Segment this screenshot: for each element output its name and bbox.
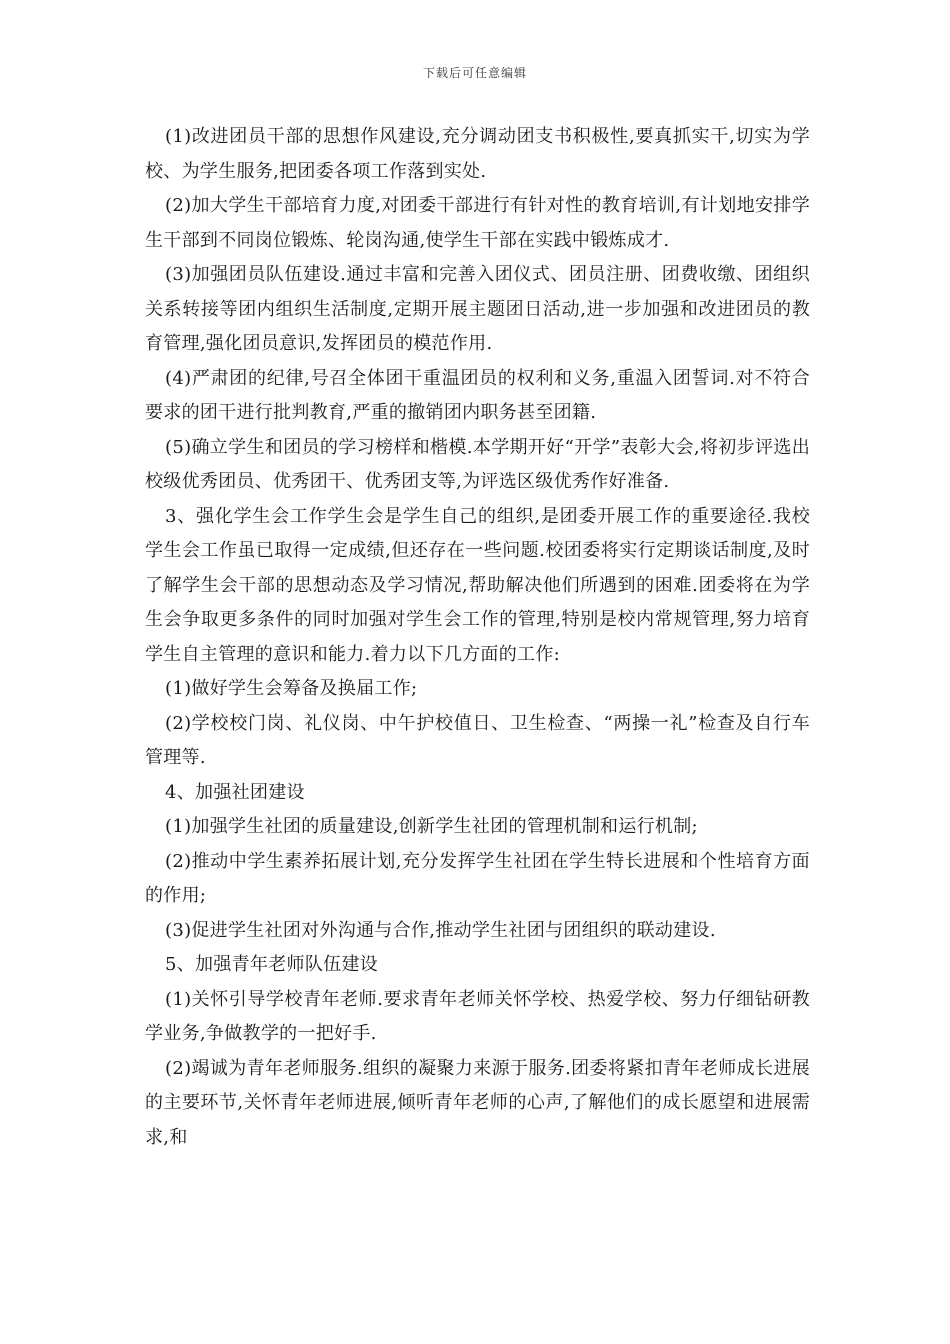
paragraph: (2)学校校门岗、礼仪岗、中午护校值日、卫生检查、“两操一礼”检查及自行车管理等. [145,712,810,768]
paragraph: (2)竭诚为青年老师服务.组织的凝聚力来源于服务.团委将紧扣青年老师成长进展的主要环节,关怀青年老师进展,倾听青年老师的心声,了解他们的成长愿望和进展需求,和 [145,1057,810,1148]
section-heading: 5、加强青年老师队伍建设 [165,954,379,975]
paragraph: (1)加强学生社团的质量建设,创新学生社团的管理机制和运行机制; [165,816,698,837]
paragraph: (5)确立学生和团员的学习榜样和楷模.本学期开好“开学”表彰大会,将初步评选出校级优秀团员、优秀团干、优秀团支等,为评选区级优秀作好准备. [145,436,810,492]
paragraph: (2)加大学生干部培育力度,对团委干部进行有针对性的教育培训,有计划地安排学生干部到不同岗位锻炼、轮岗沟通,使学生干部在实践中锻炼成才. [145,195,810,251]
paragraph: (1)关怀引导学校青年老师.要求青年老师关怀学校、热爱学校、努力仔细钻研教学业务,争做教学的一把好手. [145,988,810,1044]
document-body [145,120,810,1155]
paragraph: (4)严肃团的纪律,号召全体团干重温团员的权利和义务,重温入团誓词.对不符合要求的团干进行批判教育,严重的撤销团内职务甚至团籍. [145,367,810,423]
paragraph: (1)改进团员干部的思想作风建设,充分调动团支书积极性,要真抓实干,切实为学校、为学生服务,把团委各项工作落到实处. [145,126,810,182]
paragraph: (3)加强团员队伍建设.通过丰富和完善入团仪式、团员注册、团费收缴、团组织关系转接等团内组织生活制度,定期开展主题团日活动,进一步加强和改进团员的教育管理,强化团员意识,发挥团员的模范作用. [145,264,810,354]
paragraph: (1)做好学生会筹备及换届工作; [165,678,418,699]
paragraph: (2)推动中学生素养拓展计划,充分发挥学生社团在学生特长进展和个性培育方面的作用; [145,850,810,906]
page-header: 下载后可任意编辑 [422,66,527,80]
section-paragraph: 3、强化学生会工作学生会是学生自己的组织,是团委开展工作的重要途径.我校学生会工作虽已取得一定成绩,但还存在一些问题.校团委将实行定期谈话制度,及时了解学生会干部的思想动态及学习情况,帮助解决他们所遇到的困难.团委将在为学生会争取更多条件的同时加强对学生会工作的管理,特别是校内常规管理,努力培育学生自主管理的意识和能力.着力以下几方面的工作: [145,505,810,665]
section-heading: 4、加强社团建设 [165,781,305,803]
paragraph: (3)促进学生社团对外沟通与合作,推动学生社团与团组织的联动建设. [165,919,716,941]
